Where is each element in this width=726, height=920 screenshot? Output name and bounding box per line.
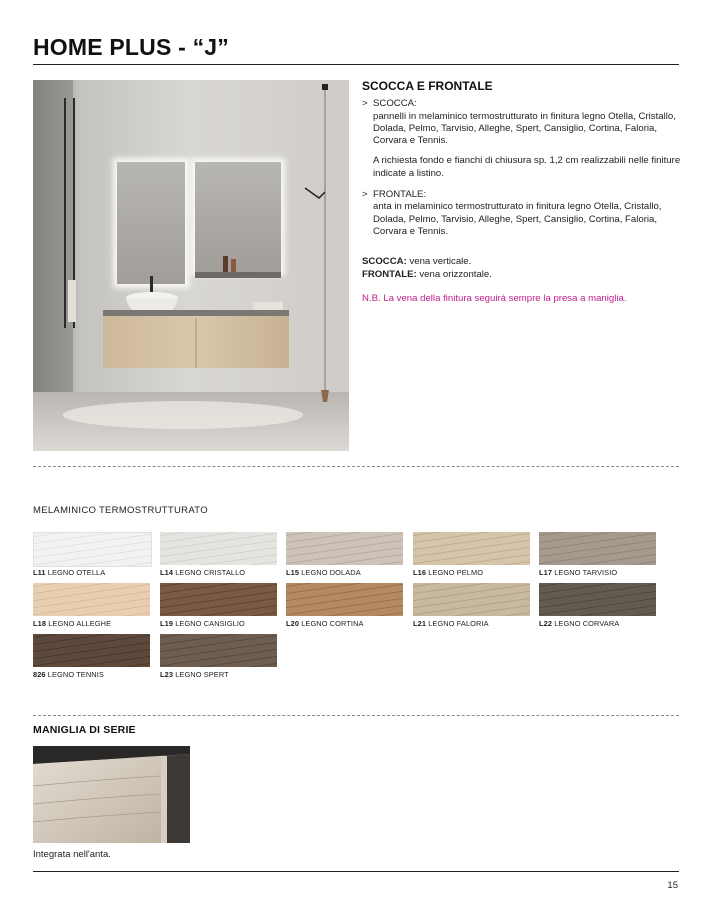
swatch-code: L18 [33, 619, 47, 628]
swatch-legno-cansiglio [160, 583, 277, 616]
swatch-legno-spert [160, 634, 277, 667]
swatch-code: L16 [413, 568, 427, 577]
spec-heading: SCOCCA E FRONTALE [362, 79, 493, 93]
swatch-label [413, 568, 483, 577]
specification-block [362, 80, 682, 305]
swatch-code: L21 [413, 619, 427, 628]
page-title: HOME PLUS - “J” [33, 34, 229, 60]
swatch-label [286, 619, 364, 628]
swatch-label [33, 619, 111, 628]
swatch-label [539, 619, 619, 628]
swatch-code: 826 [33, 670, 46, 679]
spec-item-text: pannelli in melaminico termostrutturato in finitura legno Otella, Cristallo, Dolada, Pelmo, Tarvisio, Alleghe, Spert, Cansiglio, Cortina, Faloria, Corvara e Tennis. [373, 110, 676, 147]
swatch-name: LEGNO OTELLA [47, 568, 106, 577]
swatch-code: L11 [33, 568, 46, 577]
finish-note: N.B. La vena della finitura seguirà sempre la presa a maniglia. [362, 292, 627, 304]
swatch-label [286, 568, 361, 577]
spec-item-frontale [362, 189, 682, 238]
swatch-name: LEGNO FALORIA [428, 619, 489, 628]
section-divider [33, 466, 679, 467]
swatch-name: LEGNO CORVARA [554, 619, 620, 628]
bullet-marker: > [362, 98, 368, 110]
swatch-code: L19 [160, 619, 174, 628]
swatch-legno-pelmo [413, 532, 530, 565]
swatch-code: L20 [286, 619, 300, 628]
swatch-name: LEGNO DOLADA [301, 568, 361, 577]
bathroom-illustration [33, 80, 349, 451]
swatch-label [539, 568, 617, 577]
swatch-name: LEGNO TENNIS [47, 670, 104, 679]
spec-item-scocca [362, 98, 682, 147]
grain-direction [362, 256, 682, 281]
grain-label: SCOCCA: [362, 256, 407, 268]
swatch-legno-corvara [539, 583, 656, 616]
swatch-legno-cristallo [160, 532, 277, 565]
section-divider [33, 715, 679, 716]
handle-caption: Integrata nell'anta. [33, 849, 111, 860]
swatch-name: LEGNO CANSIGLIO [175, 619, 245, 628]
swatch-legno-faloria [413, 583, 530, 616]
swatch-label [33, 670, 104, 679]
swatch-legno-alleghe [33, 583, 150, 616]
swatch-label [160, 670, 229, 679]
swatch-legno-dolada [286, 532, 403, 565]
swatch-name: LEGNO CORTINA [301, 619, 364, 628]
swatch-code: L17 [539, 568, 553, 577]
footer-divider [33, 871, 679, 872]
spec-note: A richiesta fondo e fianchi di chiusura sp. 1,2 cm realizzabili nelle finiture indicate a listino. [373, 155, 681, 179]
grain-text: vena verticale. [406, 256, 472, 268]
swatch-label [33, 568, 105, 577]
swatch-code: L23 [160, 670, 174, 679]
spec-item-label: FRONTALE: [373, 189, 427, 201]
spec-item-text: anta in melaminico termostrutturato in finitura legno Otella, Cristallo, Dolada, Pelmo, Tarvisio, Alleghe, Spert, Cansiglio, Cortina, Faloria, Corvara e Tennis. [373, 201, 662, 237]
grain-frontale [362, 269, 682, 281]
grain-label: FRONTALE: [362, 268, 417, 280]
swatch-label [160, 568, 245, 577]
integrated-handle-illustration [33, 746, 190, 843]
swatch-name: LEGNO TARVISIO [554, 568, 618, 577]
swatch-name: LEGNO SPERT [175, 670, 229, 679]
handle-title: MANIGLIA DI SERIE [33, 724, 136, 736]
spec-item-label: SCOCCA: [373, 98, 417, 110]
swatch-name: LEGNO ALLEGHE [48, 619, 112, 628]
swatch-label [160, 619, 245, 628]
grain-scocca [362, 256, 682, 268]
swatch-name: LEGNO PELMO [428, 568, 484, 577]
swatch-legno-tarvisio [539, 532, 656, 565]
swatch-legno-cortina [286, 583, 403, 616]
page-number: 15 [667, 880, 678, 891]
bullet-marker: > [362, 189, 368, 201]
swatch-legno-otella [33, 532, 152, 567]
title-divider [33, 64, 679, 65]
melaminico-title: MELAMINICO TERMOSTRUTTURATO [33, 505, 208, 516]
swatch-label [413, 619, 489, 628]
handle-image [33, 746, 190, 843]
hero-bathroom-image [33, 80, 349, 451]
grain-text: vena orizzontale. [416, 268, 492, 280]
swatch-name: LEGNO CRISTALLO [175, 568, 246, 577]
swatch-code: L22 [539, 619, 553, 628]
swatch-code: L14 [160, 568, 174, 577]
swatch-code: L15 [286, 568, 300, 577]
swatch-legno-tennis [33, 634, 150, 667]
